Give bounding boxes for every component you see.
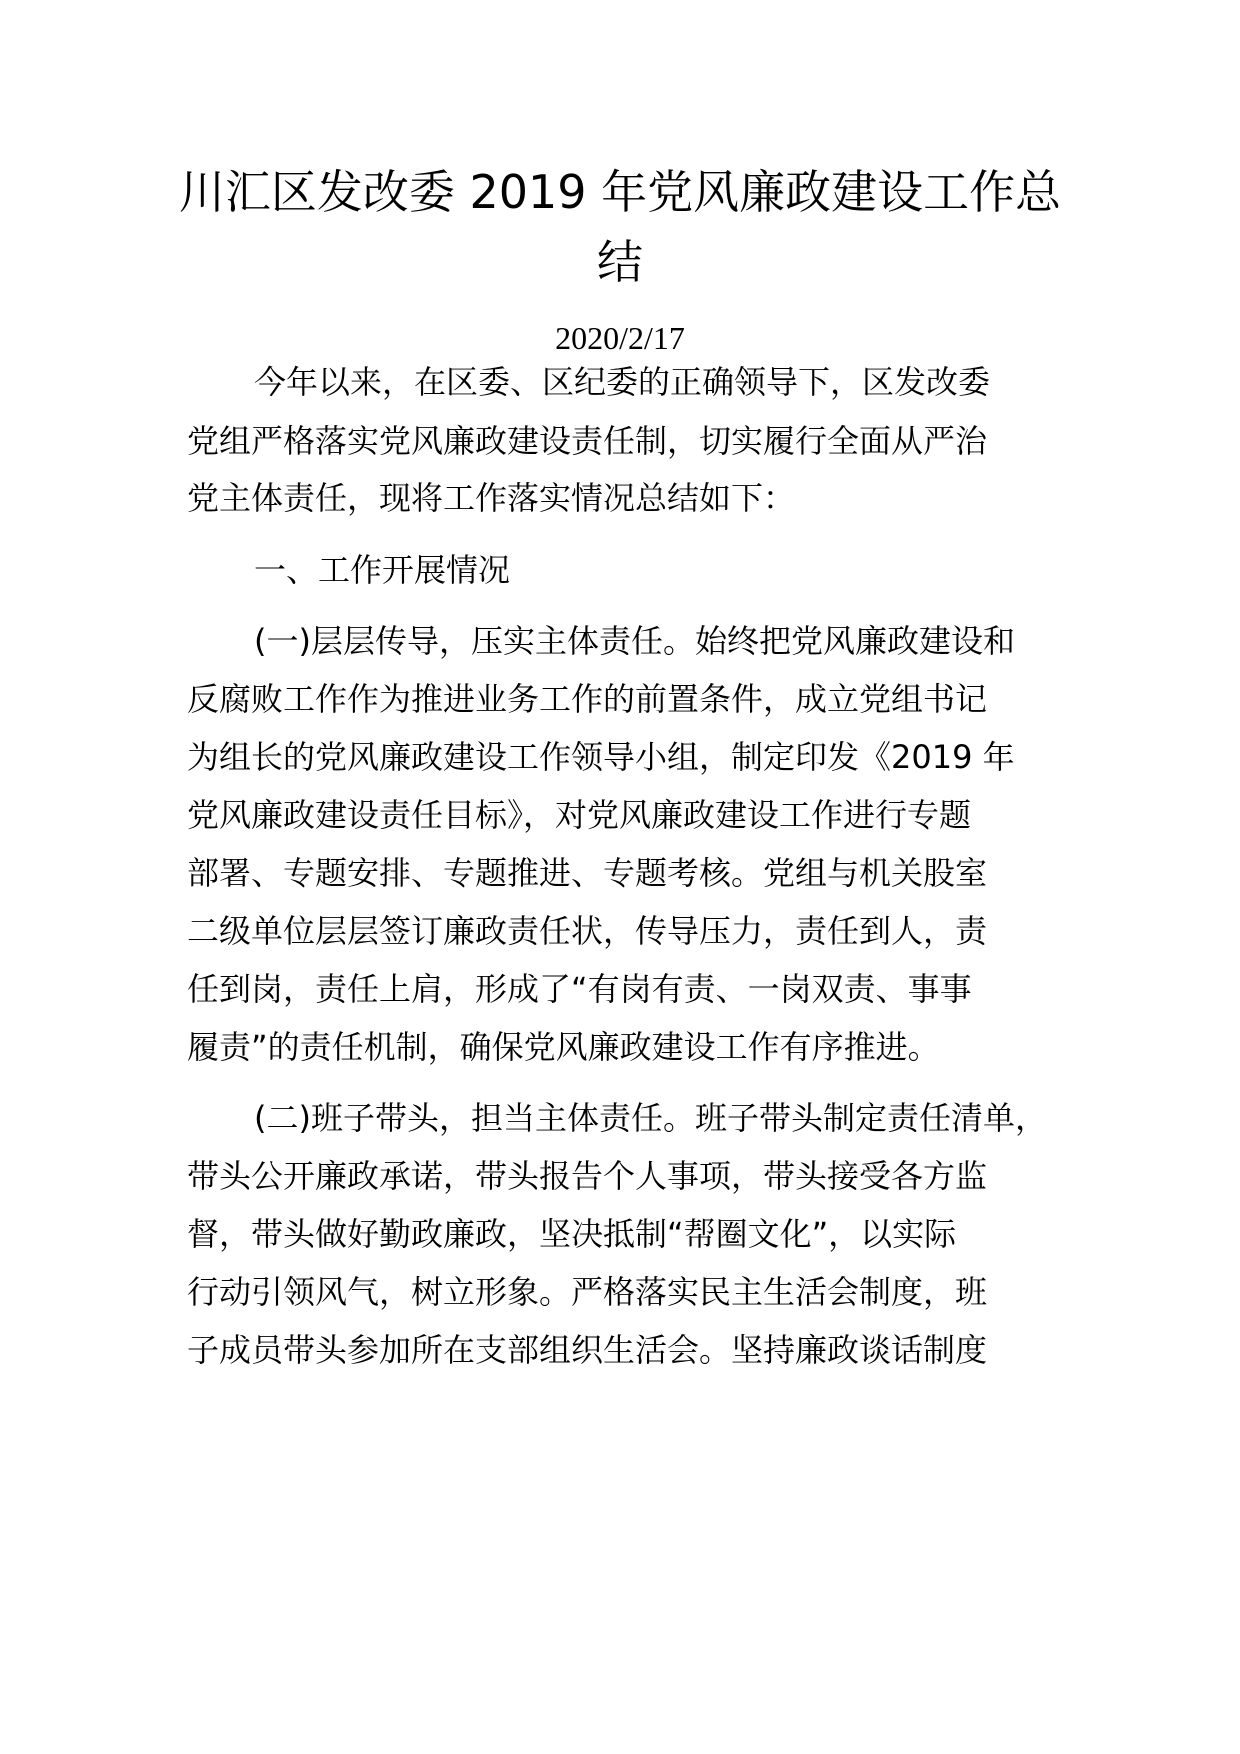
paragraph-line: 二级单位层层签订廉政责任状，传导压力，责任到人，责 [187,912,988,950]
paragraph-line: 督，带头做好勤政廉政，坚决抵制“帮圈文化”，以实际 [187,1215,957,1253]
paragraph-line: 带头公开廉政承诺，带头报告个人事项，带头接受各方监 [187,1157,988,1195]
paragraph-line: 履责”的责任机制，确保党风廉政建设工作有序推进。 [187,1028,940,1066]
paragraph-line: 行动引领风气，树立形象。严格落实民主生活会制度，班 [187,1273,988,1311]
paragraph-line: 党风廉政建设责任目标》，对党风廉政建设工作进行专题 [187,796,972,834]
document-date: 2020/2/17 [555,320,685,356]
paragraph-line: 任到岗，责任上肩，形成了“有岗有责、一岗双责、事事 [187,970,972,1008]
document-title-line-2: 结 [597,235,643,289]
paragraph-line: 党主体责任，现将工作落实情况总结如下： [187,479,796,517]
paragraph-line: 党组严格落实党风廉政建设责任制，切实履行全面从严治 [187,422,988,460]
paragraph-line: (一)层层传导，压实主体责任。始终把党风廉政建设和 [254,622,1015,660]
paragraph-line: 子成员带头参加所在支部组织生活会。坚持廉政谈话制度 [187,1331,988,1369]
paragraph-line: 今年以来，在区委、区纪委的正确领导下，区发改委 [254,363,991,401]
paragraph-line: (二)班子带头，担当主体责任。班子带头制定责任清单， [254,1099,1047,1137]
document-title-line-1: 川汇区发改委 2019 年党风廉政建设工作总 [178,165,1062,219]
section-heading: 一、工作开展情况 [254,551,511,589]
paragraph-line: 部署、专题安排、专题推进、专题考核。党组与机关股室 [187,854,988,892]
paragraph-line: 为组长的党风廉政建设工作领导小组，制定印发《2019 年 [187,738,1015,776]
paragraph-line: 反腐败工作作为推进业务工作的前置条件，成立党组书记 [187,680,988,718]
